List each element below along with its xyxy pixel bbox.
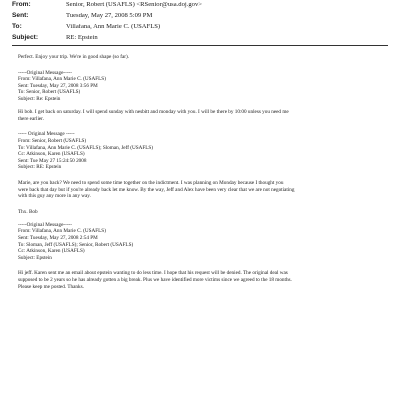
header-from-row xyxy=(12,0,392,11)
sent-value: Tuesday, May 27, 2008 5:09 PM xyxy=(66,13,153,20)
from-label: From: xyxy=(12,1,31,9)
subject-label: Subject: xyxy=(12,34,39,42)
message3-subject: Subject: RE: Epstein xyxy=(18,164,62,171)
message2-from: From: Villafana, Ann Marie C. (USAFLS) xyxy=(18,76,106,83)
header-to-row xyxy=(12,22,392,33)
message2-body-line1: Hi bob. I get back on saturday. I will spend sunday with nesbitt and monday with you. I will be there by 10:00 unless you need me xyxy=(18,109,289,116)
message2-subject: Subject: Re: Epstein xyxy=(18,95,61,102)
message3-from: From: Senior, Robert (USAFLS) xyxy=(18,137,87,144)
sent-label: Sent: xyxy=(12,12,29,20)
message1-body: Perfect. Enjoy your trip. We're in good shape (so far). xyxy=(18,54,130,60)
message4-separator: -----Original Message----- xyxy=(18,221,73,228)
header-divider xyxy=(12,45,388,46)
from-value: Senior, Robert (USAFLS) <RSenior@usa.doj.gov> xyxy=(66,2,202,9)
message3-separator: ----- Original Message ----- xyxy=(18,131,75,138)
message3-to: To: Villafana, Ann Marie C. (USAFLS); Sloman, Jeff (USAFLS) xyxy=(18,144,154,151)
email-body xyxy=(18,54,380,290)
message4-cc: Cc: Atkinson, Karen (USAFLS) xyxy=(18,248,85,255)
message3-cc: Cc: Atkinson, Karen (USAFLS) xyxy=(18,151,85,158)
message4-from: From: Villafana, Ann Marie C. (USAFLS) xyxy=(18,228,106,235)
message3-sent: Sent: Tue May 27 15:24:50 2008 xyxy=(18,157,87,164)
message2-sent: Sent: Tuesday, May 27, 2008 3:56 PM xyxy=(18,82,98,89)
header-subject-row xyxy=(12,33,392,44)
header-sent-row xyxy=(12,11,392,22)
message4-body-line1: Hi jeff. Karen sent me an email about epstein wanting to do less time. I hope that his request will be denied. The original deal was xyxy=(18,270,288,277)
subject-value: RE: Epstein xyxy=(66,35,98,42)
email-header xyxy=(12,0,392,44)
message2-to: To: Senior, Robert (USAFLS) xyxy=(18,89,81,96)
message3-signature: Thx. Bob xyxy=(18,208,38,215)
message4-subject: Subject: Epstein xyxy=(18,254,52,261)
message4-body-line3: Please keep me posted. Thanks. xyxy=(18,283,84,290)
message2-body-line2: there earlier. xyxy=(18,115,44,122)
message3-body-line1: Marie, are you back? We need to spend some time together on the indictment. I was planning on Monday because I thought you xyxy=(18,179,284,186)
message4-body-line2: supposed to be 2 years so he has already gotten a big break. Plus we have identified more victims since we agreed to the 18 months. xyxy=(18,277,292,284)
message3-body-line2: were back that day but if you're already back let me know. By the way, Jeff and Alex have been very clear that we are not negotiating xyxy=(18,186,295,193)
message4-to: To: Sloman, Jeff (USAFLS); Senior, Robert (USAFLS) xyxy=(18,241,134,248)
to-value: Villafana, Ann Marie C. (USAFLS) xyxy=(66,24,161,31)
message4-sent: Sent: Tuesday, May 27, 2008 2:54 PM xyxy=(18,235,98,242)
message2-separator: -----Original Message----- xyxy=(18,69,73,76)
to-label: To: xyxy=(12,23,22,31)
message3-body-line3: with this guy any more in any way. xyxy=(18,193,91,200)
